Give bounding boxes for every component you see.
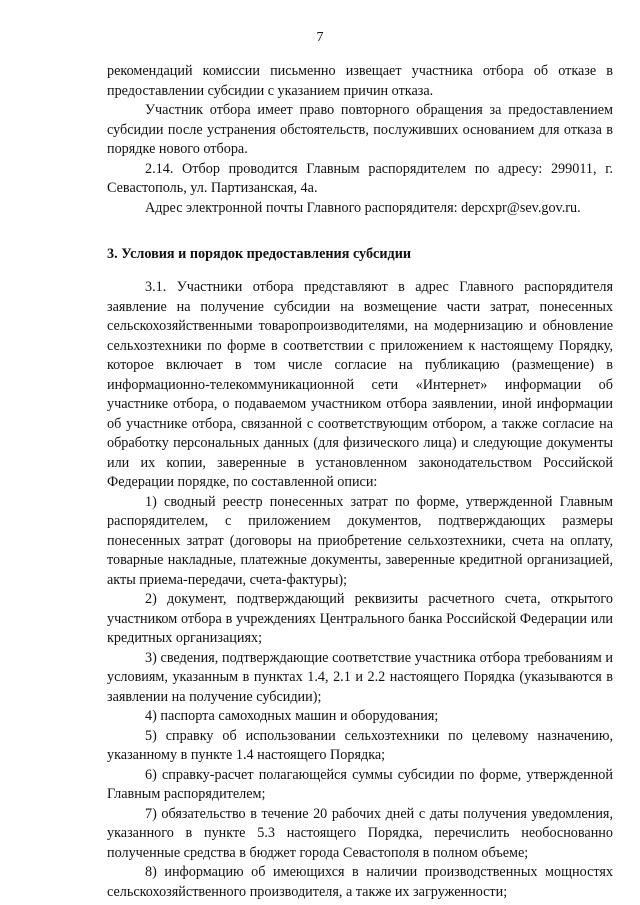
- list-item: 4) паспорта самоходных машин и оборудования;: [145, 708, 439, 724]
- paragraph: рекомендаций комиссии письменно извещает участника отбора об отказе в предоставлении субсидии с указанием причин отказа.: [107, 63, 613, 99]
- list-item: 8) информацию об имеющихся в наличии производственных мощностях сельскохозяйственного производителя, а также их загруженности;: [107, 864, 613, 900]
- paragraph: 3.1. Участники отбора представляют в адрес Главного распорядителя заявление на получение субсидии на возмещение части затрат, понесенных сельскохозяйственными товаропроизводителями, на модернизацию и обновление сельхозтехники по форме в соответствии с приложением к настоящему Порядку, которое включает в том числе согласие на публикацию (размещение) в информационно-телекоммуникационной сети «Интернет» информации об участнике отбора, о подаваемом участником отбора заявлении, иной информации об участнике отбора, связанной с соответствующим отбором, а также согласие на обработку персональных данных (для физического лица) и следующие документы или их копии, заверенные в установленном законодательством Российской Федерации порядке, по составленной описи:: [107, 279, 613, 490]
- paragraph: 2.14. Отбор проводится Главным распорядителем по адресу: 299011, г. Севастополь, ул. Партизанская, 4а.: [107, 160, 613, 196]
- list-item: 7) обязательство в течение 20 рабочих дней с даты получения уведомления, указанного в пункте 5.3 настоящего Порядка, перечислить необоснованно полученные средства в бюджет города Севастополя в полном объеме;: [107, 805, 613, 861]
- paragraph: Участник отбора имеет право повторного обращения за предоставлением субсидии после устранения обстоятельств, послуживших основанием для отказа в порядке нового отбора.: [107, 102, 613, 157]
- paragraph: Адрес электронной почты Главного распорядителя: depcxpr@sev.gov.ru.: [145, 199, 581, 216]
- list-item: 2) документ, подтверждающий реквизиты расчетного счета, открытого участником отбора в учреждениях Центрального банка Российской Федерации или кредитных организациях;: [107, 591, 613, 646]
- list-item: 6) справку-расчет полагающейся суммы субсидии по форме, утвержденной Главным распорядителем;: [107, 766, 613, 802]
- list-item: 3) сведения, подтверждающие соответствие участника отбора требованиям и условиям, указанным в пунктах 1.4, 2.1 и 2.2 настоящего Порядка (указываются в заявлении на получение субсидии);: [107, 649, 613, 705]
- list-item: 5) справку об использовании сельхозтехники по целевому назначению, указанному в пункте 1.4 настоящего Порядка;: [107, 727, 613, 763]
- page-number: 7: [316, 30, 324, 45]
- document-body: [107, 62, 613, 902]
- list-item: 1) сводный реестр понесенных затрат по форме, утвержденной Главным распорядителем, с приложением документов, подтверждающих размеры понесенных затрат (договоры на приобретение сельхозтехники, счета на оплату, товарные накладные, платежные документы, заверенные кредитной организацией, акты приема-передачи, счета-фактуры);: [107, 493, 613, 588]
- section-heading: 3. Условия и порядок предоставления субсидии: [107, 246, 412, 262]
